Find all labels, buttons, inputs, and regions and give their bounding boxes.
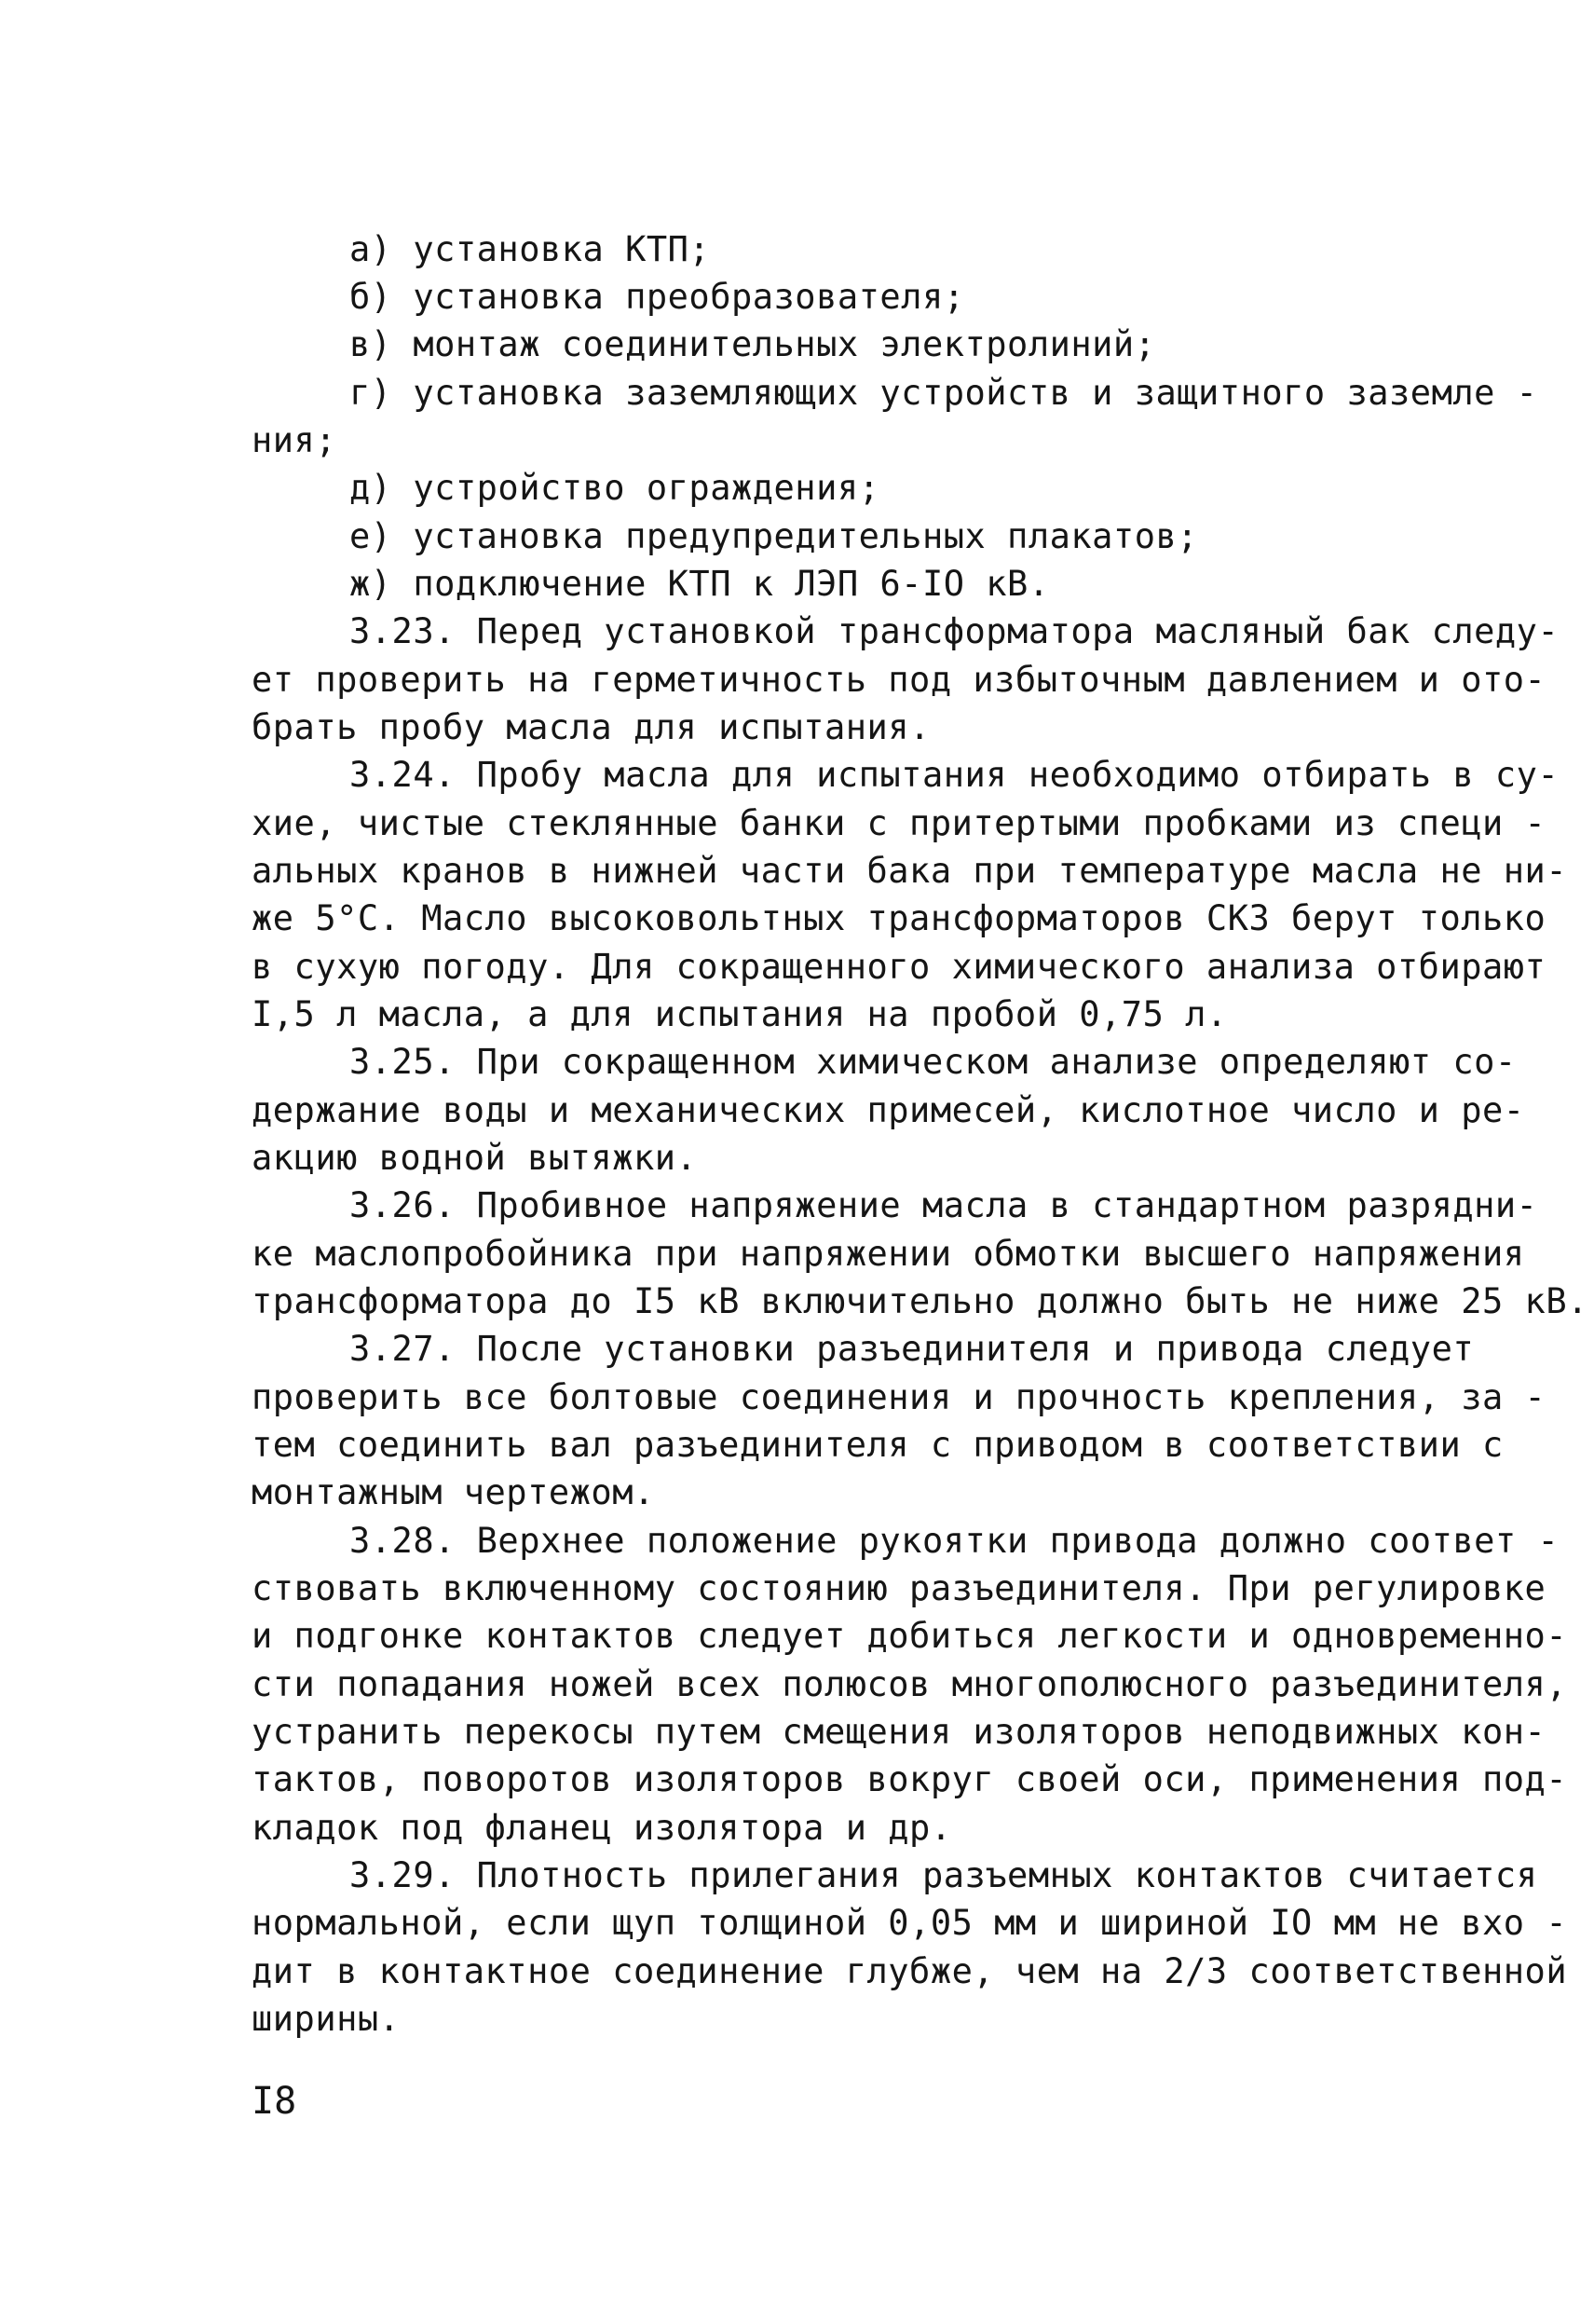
- paragraph-3-23-line: 3.23. Перед установкой трансформатора масляный бак следу-: [349, 611, 1560, 651]
- paragraph-3-29-line: нормальной, если щуп толщиной 0,05 мм и шириной IO мм не вхо -: [252, 1903, 1568, 1943]
- paragraph-3-28-line: кладок под фланец изолятора и др.: [252, 1808, 952, 1848]
- list-item-zh: ж) подключение КТП к ЛЭП 6-IO кВ.: [349, 564, 1050, 604]
- list-item-e: е) установка предупредительных плакатов;: [349, 516, 1199, 556]
- paragraph-3-24-line: хие, чистые стеклянные банки с притертыми пробками из специ -: [252, 803, 1546, 843]
- paragraph-3-24-line: же 5°С. Масло высоковольтных трансформаторов СКЗ берут только: [252, 898, 1546, 938]
- paragraph-3-27-line: проверить все болтовые соединения и прочность крепления, за -: [252, 1377, 1546, 1417]
- page-number: I8: [252, 2080, 297, 2123]
- paragraph-3-25-line: акцию водной вытяжки.: [252, 1138, 698, 1178]
- paragraph-3-24-line: альных кранов в нижней части бака при температуре масла не ни-: [252, 851, 1568, 891]
- paragraph-3-27-line: монтажным чертежом.: [252, 1472, 655, 1512]
- paragraph-3-24-line: 3.24. Пробу масла для испытания необходимо отбирать в су-: [349, 755, 1560, 795]
- paragraph-3-28-line: ствовать включенному состоянию разъединителя. При регулировке: [252, 1568, 1546, 1608]
- paragraph-3-24-line: I,5 л масла, а для испытания на пробой 0,75 л.: [252, 994, 1228, 1034]
- paragraph-3-24-line: в сухую погоду. Для сокращенного химического анализа отбирают: [252, 947, 1546, 987]
- paragraph-3-26-line: ке маслопробойника при напряжении обмотки высшего напряжения: [252, 1234, 1525, 1274]
- paragraph-3-28-line: сти попадания ножей всех полюсов многополюсного разъединителя,: [252, 1664, 1568, 1704]
- paragraph-3-28-line: устранить перекосы путем смещения изоляторов неподвижных кон-: [252, 1712, 1546, 1752]
- paragraph-3-25-line: держание воды и механических примесей, кислотное число и ре-: [252, 1090, 1525, 1130]
- paragraph-3-23-line: ет проверить на герметичность под избыточным давлением и ото-: [252, 660, 1546, 700]
- list-item-g: г) установка заземляющих устройств и защитного заземле -: [349, 373, 1538, 413]
- list-item-d: д) устройство ограждения;: [349, 468, 880, 508]
- paragraph-3-28-line: тактов, поворотов изоляторов вокруг своей оси, применения под-: [252, 1759, 1568, 1799]
- paragraph-3-26-line: 3.26. Пробивное напряжение масла в стандартном разрядни-: [349, 1185, 1538, 1225]
- paragraph-3-25-line: 3.25. При сокращенном химическом анализе определяют со-: [349, 1042, 1517, 1082]
- list-item-g-continuation: ния;: [252, 420, 337, 460]
- list-item-a: а) установка КТП;: [349, 229, 711, 269]
- paragraph-3-27-line: тем соединить вал разъединителя с приводом в соответствии с: [252, 1425, 1504, 1465]
- paragraph-3-29-line: 3.29. Плотность прилегания разъемных контактов считается: [349, 1855, 1538, 1895]
- paragraph-3-26-line: трансформатора до I5 кВ включительно должно быть не ниже 25 кВ.: [252, 1281, 1588, 1321]
- paragraph-3-27-line: 3.27. После установки разъединителя и привода следует: [349, 1329, 1475, 1369]
- paragraph-3-29-line: ширины.: [252, 1999, 401, 2039]
- paragraph-3-28-line: и подгонке контактов следует добиться легкости и одновременно-: [252, 1616, 1568, 1656]
- paragraph-3-29-line: дит в контактное соединение глубже, чем на 2/3 соответственной: [252, 1951, 1568, 1991]
- paragraph-3-28-line: 3.28. Верхнее положение рукоятки привода должно соответ -: [349, 1521, 1560, 1561]
- list-item-b: б) установка преобразователя;: [349, 277, 965, 317]
- list-item-v: в) монтаж соединительных электролиний;: [349, 324, 1156, 364]
- paragraph-3-23-line: брать пробу масла для испытания.: [252, 707, 931, 747]
